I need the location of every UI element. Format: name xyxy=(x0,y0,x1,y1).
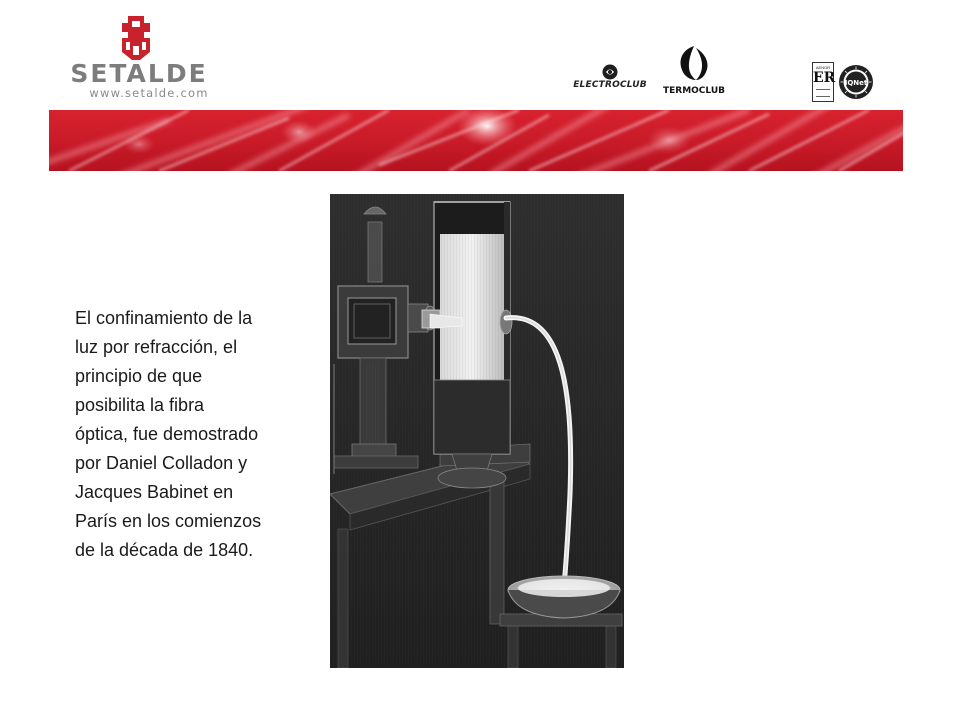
iqnet-label: IQNet xyxy=(844,79,868,87)
body-line: posibilita la fibra xyxy=(75,395,205,415)
termoclub-label: TERMOCLUB xyxy=(662,86,725,96)
electroclub-label: ELECTROCLUB xyxy=(573,80,647,90)
body-line: El confinamiento de la xyxy=(75,308,253,328)
body-line: principio de que xyxy=(75,366,203,386)
brand-name: SETALDE xyxy=(70,59,208,88)
iqnet-seal-icon xyxy=(838,64,874,100)
electroclub-globe-icon xyxy=(602,64,618,80)
aenor-label: AENOR xyxy=(815,65,831,70)
aenor-footer-lines xyxy=(816,89,830,97)
electroclub-logo xyxy=(572,64,648,98)
body-line: luz por refracción, el xyxy=(75,337,238,357)
setalde-logo xyxy=(54,16,224,100)
body-line: de la década de 1840. xyxy=(75,540,254,560)
fiber-optic-banner xyxy=(49,110,903,171)
termoclub-flame-icon xyxy=(674,44,714,84)
body-paragraph xyxy=(75,304,311,565)
brand-url: www.setalde.com xyxy=(89,86,209,100)
colladon-experiment-engraving xyxy=(330,194,624,668)
termoclub-logo xyxy=(660,44,728,100)
body-line: París en los comienzos xyxy=(75,511,262,531)
aenor-er-mark: ER xyxy=(813,70,836,86)
body-line: por Daniel Colladon y xyxy=(75,453,248,473)
setalde-mark-icon xyxy=(116,16,156,60)
body-line: Jacques Babinet en xyxy=(75,482,234,502)
body-line: óptica, fue demostrado xyxy=(75,424,259,444)
aenor-certification-logo xyxy=(812,62,834,102)
